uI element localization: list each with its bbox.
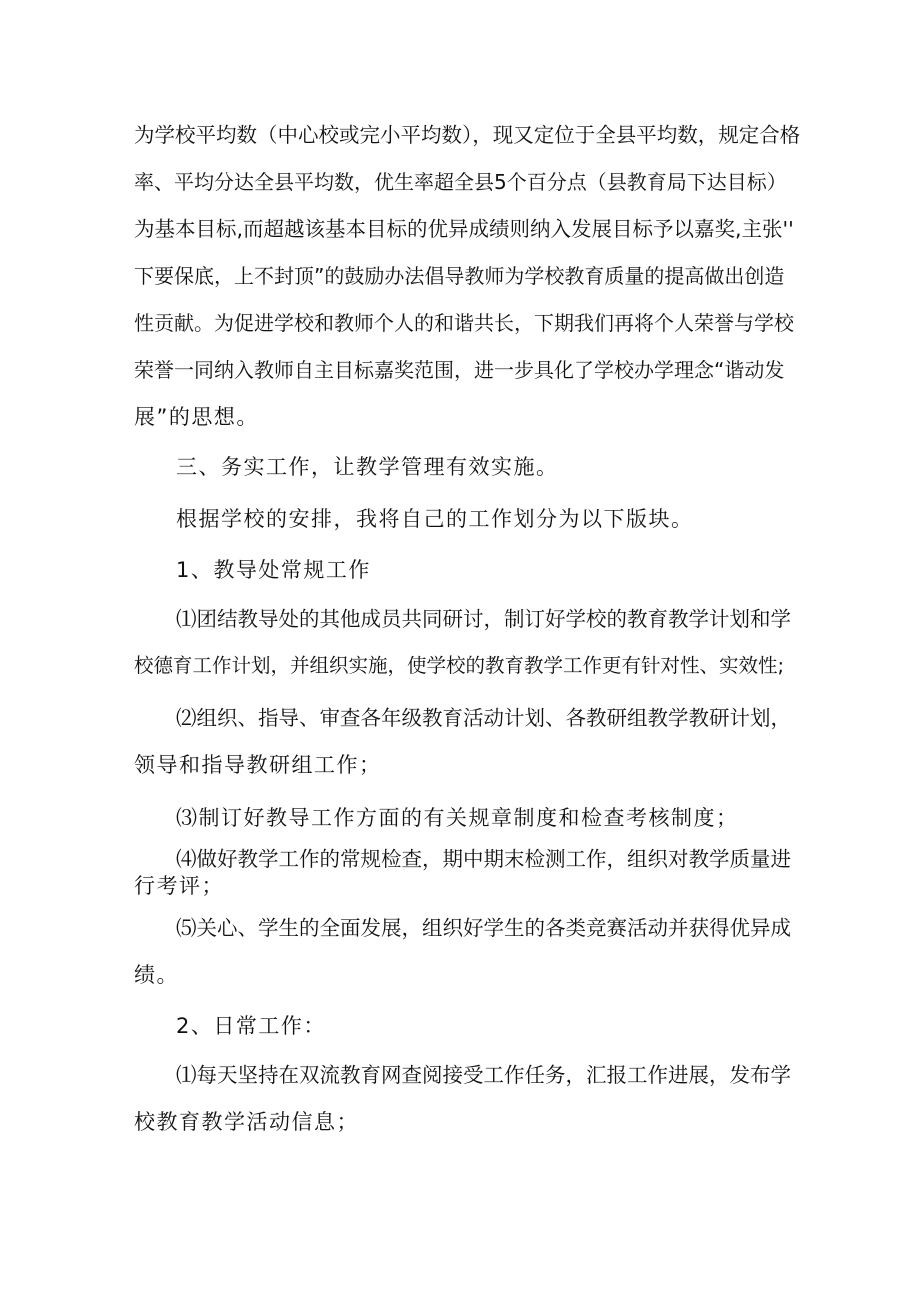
section-heading: 三、务实工作，让教学管理有效实施。 — [176, 455, 559, 479]
list-item-line: ⑶制订好教导工作方面的有关规章制度和检查考核制度； — [176, 806, 739, 830]
text-line: 展”的思想。 — [134, 405, 259, 429]
list-item-line: ⑴每天坚持在双流教育网查阅接受工作任务，汇报工作进展，发布学 — [176, 1063, 791, 1087]
list-item-line: ⑴团结教导处的其他成员共同研讨，制订好学校的教育教学计划和学 — [176, 607, 791, 631]
subsection-heading: 1、教导处常规工作 — [176, 558, 371, 582]
list-item-line: ⑷做好教学工作的常规检查，期中期末检测工作，组织对教学质量进 — [176, 847, 791, 871]
subsection-heading: 2、日常工作： — [176, 1014, 326, 1038]
list-item-line: ⑸关心、学生的全面发展，组织好学生的各类竞赛活动并获得优异成 — [176, 916, 791, 940]
list-item-line: 校教育教学活动信息； — [134, 1110, 359, 1134]
text-line: 荣誉一同纳入教师自主目标嘉奖范围，进一步具化了学校办学理念“谐动发 — [134, 358, 785, 382]
text-line: 性贡献。为促进学校和教师个人的和谐共长，下期我们再将个人荣誉与学校 — [134, 311, 794, 335]
list-item-line: 绩。 — [134, 963, 179, 987]
text-line: 根据学校的安排，我将自己的工作划分为以下版块。 — [176, 507, 694, 531]
text-line: 为学校平均数（中心校或完小平均数），现又定位于全县平均数，规定合格 — [134, 123, 801, 147]
list-item-line: 行考评； — [134, 874, 224, 898]
text-line: 为基本目标,而超越该基本目标的优异成绩则纳入发展目标予以嘉奖,主张'' — [134, 217, 794, 241]
list-item-line: ⑵组织、指导、审查各年级教育活动计划、各教研组教学教研计划， — [176, 706, 791, 730]
text-line: 率、平均分达全县平均数，优生率超全县5个百分点（县教育局下达目标） — [134, 170, 787, 194]
text-line: 下要保底，上不封顶”的鼓励办法倡导教师为学校教育质量的提高做出创造 — [134, 264, 785, 288]
list-item-line: 校德育工作计划，并组织实施，使学校的教育教学工作更有针对性、实效性; — [134, 654, 785, 677]
list-item-line: 领导和指导教研组工作； — [134, 753, 382, 777]
